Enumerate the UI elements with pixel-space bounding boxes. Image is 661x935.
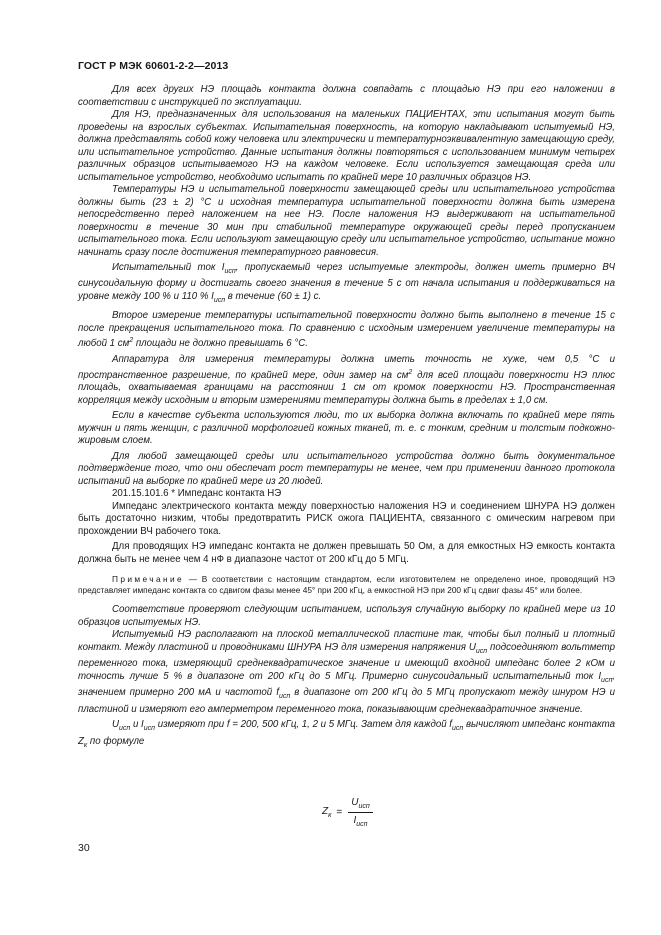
formula-lhs: $Z_к$ [322, 806, 332, 819]
paragraph-second-measurement: Второе измерение температуры испытательной поверхности должно быть выполнено в течение 15 с после прекращения испытательного тока. По сравнению с исходным измерением увеличение температуры на любой 1 $см^2$ площади не должно превышать 6 °С. [78, 310, 615, 350]
document-body [78, 84, 615, 752]
paragraph-temperatures: Температуры НЭ и испытательной поверхности замещающей среды или испытательного устройства должны быть (23 ± 2) °С и исходная температура испытательной поверхности должна быть измерена непосредственно перед наложением на нее НЭ. После наложения НЭ выдерживают на испытательной поверхности в течение 30 мин при стабильной температуре окружающей среды перед пропусканием испытательного тока. Если используют замещающую среду или испытательное устройство, испытание можно начинать сразу после достижения температурного равновесия. [78, 184, 615, 258]
formula-denominator: $I_{исп}$ [353, 815, 368, 828]
impedance-formula [322, 797, 373, 828]
formula-fraction [348, 797, 372, 828]
note-label: Примечание [112, 574, 185, 585]
paragraph-contact-area: Для всех других НЭ площадь контакта должна совпадать с площадью НЭ при его наложении в соответствии с инструкцией по эксплуатации. [78, 84, 615, 108]
paragraph-small-patients: Для НЭ, предназначенных для использования на маленьких ПАЦИЕНТАХ, эти испытания могут быть проведены на взрослых субъектах. Испытательная поверхность, на которую накладывают испытуемый НЭ, должна представлять собой кожу человека или электрически и температурноэквивалентную замещающую среду, или испытательное устройство. Данные испытания должны повторяться с использованием минимум четырех различных образцов испытываемого НЭ на каждом человеке. Если используется замещающая среда или испытательное устройство, необходимо испытать по крайней мере 10 различных образцов НЭ. [78, 109, 615, 183]
paragraph-test-current: Испытательный ток $I_{исп}$, пропускаемый через испытуемые электроды, должен иметь примерно ВЧ синусоидальную форму и достигать своего значения в течение 5 с от начала испытания и поддерживаться на уровне между 100 % и 110 % $I_{исп}$ в течение (60 ± 1) с. [78, 262, 615, 304]
formula-numerator: $U_{исп}$ [348, 797, 372, 813]
section-heading-contact-impedance: 201.15.101.6 * Импеданс контакта НЭ [112, 488, 282, 500]
page-number: 30 [78, 842, 90, 854]
paragraph-electrical-contact: Импеданс электрического контакта между поверхностью наложения НЭ и соединением ШНУРА НЭ должен быть достаточно низким, чтобы предотвратить РИСК ожога ПАЦИЕНТА, связанного с омическим нагревом при прохождении ВЧ рабочего тока. [78, 500, 615, 537]
paragraph-test-setup: Испытуемый НЭ располагают на плоской металлической пластине так, чтобы был полный и плотный контакт. Между пластиной и проводниками ШНУРА НЭ для измерения напряжения $U_{исп}$ подсоединяют вольтметр переменного тока, измеряющий среднеквадратическое значение и имеющий входной импеданс более 2 кОм и точность лучше 5 % в диапазоне от 200 кГц до 5 МГц. Примерно синусоидальный испытательный ток $I_{исп}$, значением примерно 200 мА и частотой $f_{исп}$ в диапазоне от 200 кГц до 5 МГц пропускают между шнуром НЭ и пластиной и измеряют его амперметром переменного тока, показывающим среднеквадратичное значение. [78, 629, 616, 715]
paragraph-measuring-equipment: Аппаратура для измерения температуры должна иметь точность не хуже, чем 0,5 °С и пространственное разрешение, по крайней мере, один замер на $см^2$ для всей площади поверхности НЭ плюс площадь, охватываемая границами на расстоянии 1 см от кромок поверхности НЭ. Пространственная корреляция между исходным и вторым измерениями температуры должна быть в пределах ± 1,0 см. [78, 354, 616, 406]
note: Примечание — В соответствии с настоящим стандартом, если изготовителем не определено иное, проводящий НЭ представляет импеданс контакта со сдвигом фазы менее 45° при 200 кГц, а емкостной НЭ при 200 кГц сдвиг фазы 45° или более. [78, 574, 615, 596]
document-header: ГОСТ Р МЭК 60601-2-2—2013 [78, 60, 229, 72]
paragraph-conductive-electrodes: Для проводящих НЭ импеданс контакта не должен превышать 50 Ом, а для емкостных НЭ емкость контакта должна быть не менее чем 4 нФ в диапазоне частот от 200 кГц до 5 МГц. [78, 541, 615, 565]
paragraph-impedance-calculation: $U_{исп}$ и $I_{исп}$ измеряют при f = 200, 500 кГц, 1, 2 и 5 МГц. Затем для каждой $f_{исп}$ вычисляют импеданс контакта $Z_к$ по формуле [78, 719, 616, 749]
paragraph-compliance-check: Соответствие проверяют следующим испытанием, используя случайную выборку по крайней мере из 10 образцов испытуемых НЭ. [78, 604, 615, 628]
paragraph-substitute-medium: Для любой замещающей среды или испытательного устройства должно быть документальное подтверждение того, что они обеспечат рост температуры не менее, чем при применении данного протокола испытаний на выборке по крайней мере из 20 людей. [78, 450, 615, 487]
formula-equals: = [336, 807, 343, 818]
paragraph-human-subjects: Если в качестве субъекта используются люди, то их выборка должна включать по крайней мере пять мужчин и пять женщин, с различной морфологией кожных тканей, т. е. с тонким, средним и толстым подкожно-жировым слоем. [78, 410, 615, 447]
